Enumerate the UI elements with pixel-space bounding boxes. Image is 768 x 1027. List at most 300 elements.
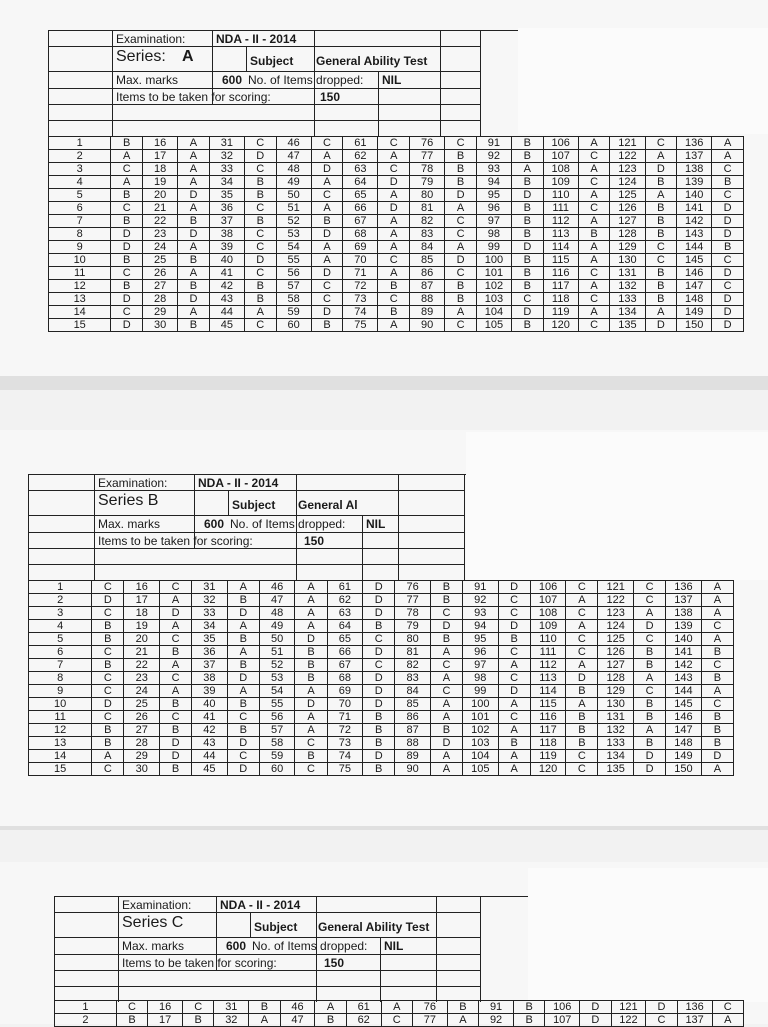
answer-cell: A [634, 607, 666, 620]
question-number-cell: 115 [530, 698, 566, 711]
question-number-cell: 107 [545, 1014, 580, 1027]
question-number-cell: 46 [276, 137, 311, 150]
table-row [29, 659, 734, 672]
answer-cell: C [311, 293, 343, 306]
answer-cell: B [445, 293, 477, 306]
answer-cell: D [566, 672, 598, 685]
answer-cell: B [378, 306, 410, 319]
max-marks-value: 600 [226, 939, 247, 953]
answer-cell: D [311, 306, 343, 319]
answer-cell: B [513, 1001, 544, 1014]
answer-cell: B [445, 163, 477, 176]
answer-cell: C [498, 594, 530, 607]
answer-cell: B [447, 1001, 478, 1014]
question-number-cell: 52 [276, 215, 311, 228]
question-number-cell: 33 [209, 163, 244, 176]
answer-cell: D [701, 750, 733, 763]
question-number-cell: 24 [124, 685, 160, 698]
question-number-cell: 130 [598, 698, 634, 711]
answer-cell: D [160, 750, 192, 763]
answer-cell: C [498, 607, 530, 620]
answer-cell: C [244, 163, 276, 176]
question-number-cell: 132 [610, 280, 645, 293]
question-number-cell: 79 [395, 620, 431, 633]
answer-cell: B [363, 724, 395, 737]
question-number-cell: 139 [666, 620, 702, 633]
question-number-cell: 26 [124, 711, 160, 724]
table-row [29, 698, 734, 711]
question-number-cell: 83 [395, 672, 431, 685]
question-number-cell: 92 [479, 1014, 514, 1027]
answer-cell: B [511, 202, 543, 215]
question-number-cell: 81 [410, 202, 445, 215]
answer-cell: B [111, 137, 143, 150]
question-number-cell: 86 [395, 711, 431, 724]
question-number-cell: 62 [343, 150, 378, 163]
answer-cell: B [183, 1014, 214, 1027]
question-number-cell: 99 [476, 241, 511, 254]
exam-label: Examination: [98, 476, 168, 490]
question-number-cell: 50 [276, 189, 311, 202]
answer-cell: D [227, 737, 259, 750]
question-number-cell: 126 [598, 646, 634, 659]
question-number-cell: 135 [598, 763, 634, 776]
question-number-cell: 48 [276, 163, 311, 176]
answer-cell: A [701, 581, 733, 594]
question-number-cell: 80 [410, 189, 445, 202]
question-number-cell: 52 [259, 659, 295, 672]
question-number-cell: 23 [143, 228, 178, 241]
answer-cell: D [227, 763, 259, 776]
answer-cell: D [363, 698, 395, 711]
series-c-sheet [0, 862, 768, 1024]
answer-cell: A [315, 1001, 346, 1014]
question-number-cell: 100 [463, 698, 499, 711]
answer-cell: C [111, 163, 143, 176]
question-number-cell: 97 [463, 659, 499, 672]
answer-cell: B [634, 711, 666, 724]
answer-cell: B [445, 280, 477, 293]
question-number-cell: 45 [209, 319, 244, 332]
table-row [29, 594, 734, 607]
question-number-cell: 78 [395, 607, 431, 620]
answer-cell: A [378, 215, 410, 228]
answer-cell: B [634, 737, 666, 750]
subject-value: General Ability Test [316, 54, 428, 68]
question-number-cell: 91 [479, 1001, 514, 1014]
max-marks-label: Max. marks [98, 517, 161, 531]
question-number-cell: 43 [209, 293, 244, 306]
question-number-cell: 73 [327, 737, 363, 750]
answer-cell: A [430, 763, 462, 776]
answer-cell: D [111, 293, 143, 306]
question-number-cell: 148 [666, 737, 702, 750]
question-number-cell: 37 [192, 659, 228, 672]
answer-cell: C [311, 137, 343, 150]
question-number-cell: 5 [49, 189, 111, 202]
question-number-cell: 51 [259, 646, 295, 659]
question-number-cell: 36 [192, 646, 228, 659]
answer-cell: B [578, 228, 610, 241]
answer-cell: D [498, 620, 530, 633]
answer-cell: C [566, 763, 598, 776]
answer-cell: B [430, 724, 462, 737]
answer-cell: C [92, 711, 124, 724]
answer-cell: D [111, 241, 143, 254]
answer-cell: B [92, 633, 124, 646]
answer-cell: A [160, 620, 192, 633]
question-number-cell: 54 [259, 685, 295, 698]
answer-cell: A [378, 267, 410, 280]
answer-cell: C [363, 633, 395, 646]
answer-cell: C [578, 202, 610, 215]
answer-cell: C [244, 267, 276, 280]
question-number-cell: 8 [49, 228, 111, 241]
question-number-cell: 40 [209, 254, 244, 267]
subject-label: Subject [254, 920, 298, 934]
answer-cell: D [712, 267, 744, 280]
table-row [49, 293, 744, 306]
scoring-value: 150 [324, 956, 345, 970]
answer-cell: C [160, 581, 192, 594]
question-number-cell: 112 [530, 659, 566, 672]
max-marks-label: Max. marks [122, 939, 185, 953]
question-number-cell: 113 [543, 228, 578, 241]
question-number-cell: 20 [124, 633, 160, 646]
question-number-cell: 118 [543, 293, 578, 306]
question-number-cell: 18 [124, 607, 160, 620]
scoring-value: 150 [320, 90, 341, 104]
answer-cell: B [295, 672, 327, 685]
answer-cell: B [430, 594, 462, 607]
answer-cell: C [445, 267, 477, 280]
answer-cell: B [116, 1014, 147, 1027]
answer-cell: C [116, 1001, 147, 1014]
answer-cell: B [92, 737, 124, 750]
answer-cell: C [578, 150, 610, 163]
answer-cell: A [178, 306, 210, 319]
answer-cell: A [430, 646, 462, 659]
answer-cell: A [378, 228, 410, 241]
answer-cell: C [566, 633, 598, 646]
answer-cell: C [430, 659, 462, 672]
question-number-cell: 12 [29, 724, 92, 737]
answer-cell: A [178, 137, 210, 150]
question-number-cell: 20 [143, 189, 178, 202]
answer-cell: A [295, 724, 327, 737]
answer-cell: D [178, 189, 210, 202]
answer-cell: D [712, 215, 744, 228]
question-number-cell: 111 [543, 202, 578, 215]
answer-cell: A [566, 620, 598, 633]
answer-cell: B [363, 620, 395, 633]
question-number-cell: 98 [463, 672, 499, 685]
answer-cell: D [363, 646, 395, 659]
question-number-cell: 54 [276, 241, 311, 254]
answer-cell: C [111, 267, 143, 280]
question-number-cell: 83 [410, 228, 445, 241]
answer-cell: A [498, 763, 530, 776]
question-number-cell: 137 [666, 594, 702, 607]
question-number-cell: 101 [463, 711, 499, 724]
answer-cell: D [227, 607, 259, 620]
answer-cell: B [311, 215, 343, 228]
answer-cell: B [634, 698, 666, 711]
question-number-cell: 137 [677, 150, 712, 163]
answer-cell: A [712, 137, 744, 150]
question-number-cell: 38 [209, 228, 244, 241]
question-number-cell: 118 [530, 737, 566, 750]
series-b-header [28, 474, 468, 580]
answer-cell: A [295, 711, 327, 724]
dropped-value: NIL [366, 517, 386, 531]
answer-cell: C [92, 607, 124, 620]
question-number-cell: 56 [276, 267, 311, 280]
answer-cell: A [311, 150, 343, 163]
answer-cell: B [311, 319, 343, 332]
answer-cell: C [498, 711, 530, 724]
table-row [49, 150, 744, 163]
question-number-cell: 98 [476, 228, 511, 241]
answer-cell: C [378, 137, 410, 150]
question-number-cell: 65 [327, 633, 363, 646]
question-number-cell: 104 [463, 750, 499, 763]
answer-cell: D [92, 698, 124, 711]
answer-cell: C [712, 163, 744, 176]
question-number-cell: 94 [463, 620, 499, 633]
question-number-cell: 105 [463, 763, 499, 776]
question-number-cell: 132 [598, 724, 634, 737]
question-number-cell: 127 [610, 215, 645, 228]
answer-cell: B [645, 228, 677, 241]
table-row [29, 724, 734, 737]
answer-cell: B [634, 659, 666, 672]
table-row [29, 737, 734, 750]
question-number-cell: 37 [209, 215, 244, 228]
question-number-cell: 12 [49, 280, 111, 293]
question-number-cell: 143 [677, 228, 712, 241]
question-number-cell: 116 [543, 267, 578, 280]
answer-cell: C [378, 163, 410, 176]
question-number-cell: 39 [192, 685, 228, 698]
answer-cell: D [363, 685, 395, 698]
question-number-cell: 21 [124, 646, 160, 659]
answer-cell: C [183, 1001, 214, 1014]
answer-cell: D [378, 202, 410, 215]
answer-cell: A [498, 659, 530, 672]
answer-cell: A [378, 241, 410, 254]
dropped-value: NIL [384, 939, 404, 953]
answer-cell: A [178, 267, 210, 280]
answer-cell: C [445, 228, 477, 241]
question-number-cell: 122 [610, 150, 645, 163]
answer-cell: A [578, 241, 610, 254]
answer-cell: D [227, 672, 259, 685]
question-number-cell: 119 [530, 750, 566, 763]
answer-cell: B [111, 215, 143, 228]
answer-cell: A [566, 659, 598, 672]
question-number-cell: 51 [276, 202, 311, 215]
series-label: Series C [122, 914, 184, 931]
question-number-cell: 35 [209, 189, 244, 202]
question-number-cell: 69 [327, 685, 363, 698]
question-number-cell: 120 [530, 763, 566, 776]
answer-cell: D [712, 202, 744, 215]
question-number-cell: 141 [677, 202, 712, 215]
question-number-cell: 124 [598, 620, 634, 633]
answer-cell: A [178, 202, 210, 215]
answer-cell: D [363, 607, 395, 620]
question-number-cell: 106 [545, 1001, 580, 1014]
answer-cell: D [295, 633, 327, 646]
question-number-cell: 80 [395, 633, 431, 646]
answer-cell: C [566, 581, 598, 594]
table-row [49, 176, 744, 189]
question-number-cell: 57 [276, 280, 311, 293]
exam-value: NDA - II - 2014 [198, 476, 279, 490]
answer-cell: A [645, 150, 677, 163]
question-number-cell: 148 [677, 293, 712, 306]
answer-cell: B [92, 620, 124, 633]
table-row [29, 672, 734, 685]
question-number-cell: 104 [476, 306, 511, 319]
question-number-cell: 31 [214, 1001, 249, 1014]
answer-cell: C [363, 659, 395, 672]
question-number-cell: 147 [666, 724, 702, 737]
table-row [49, 280, 744, 293]
question-number-cell: 22 [143, 215, 178, 228]
answer-cell: B [111, 254, 143, 267]
answer-cell: D [498, 685, 530, 698]
question-number-cell: 92 [463, 594, 499, 607]
answer-cell: B [701, 724, 733, 737]
answer-cell: D [295, 698, 327, 711]
subject-label: Subject [232, 498, 276, 512]
table-row [29, 646, 734, 659]
question-number-cell: 128 [598, 672, 634, 685]
question-number-cell: 144 [677, 241, 712, 254]
answer-cell: B [160, 698, 192, 711]
answer-cell: A [634, 672, 666, 685]
question-number-cell: 96 [463, 646, 499, 659]
question-number-cell: 119 [543, 306, 578, 319]
question-number-cell: 18 [143, 163, 178, 176]
question-number-cell: 105 [476, 319, 511, 332]
question-number-cell: 4 [49, 176, 111, 189]
question-number-cell: 134 [610, 306, 645, 319]
answer-cell: B [701, 711, 733, 724]
exam-value: NDA - II - 2014 [216, 32, 297, 46]
question-number-cell: 4 [29, 620, 92, 633]
question-number-cell: 76 [412, 1001, 447, 1014]
table-row [29, 581, 734, 594]
answer-cell: A [578, 280, 610, 293]
answer-cell: C [498, 672, 530, 685]
question-number-cell: 88 [395, 737, 431, 750]
question-number-cell: 72 [343, 280, 378, 293]
answer-cell: D [160, 607, 192, 620]
question-number-cell: 110 [530, 633, 566, 646]
answer-cell: C [311, 280, 343, 293]
question-number-cell: 76 [410, 137, 445, 150]
question-number-cell: 91 [476, 137, 511, 150]
answer-cell: D [646, 1001, 677, 1014]
question-number-cell: 67 [327, 659, 363, 672]
question-number-cell: 97 [476, 215, 511, 228]
question-number-cell: 55 [276, 254, 311, 267]
answer-cell: A [227, 685, 259, 698]
question-number-cell: 17 [148, 1014, 183, 1027]
answer-cell: C [244, 202, 276, 215]
question-number-cell: 13 [29, 737, 92, 750]
answer-cell: B [566, 685, 598, 698]
answer-cell: A [430, 698, 462, 711]
answer-cell: A [578, 163, 610, 176]
answer-cell: C [244, 137, 276, 150]
answer-cell: D [634, 620, 666, 633]
answer-cell: B [111, 189, 143, 202]
table-row [49, 137, 744, 150]
answer-cell: B [498, 737, 530, 750]
question-number-cell: 2 [49, 150, 111, 163]
answer-cell: B [363, 763, 395, 776]
answer-cell: B [701, 646, 733, 659]
question-number-cell: 63 [327, 607, 363, 620]
series-label: Series: [116, 48, 166, 65]
question-number-cell: 139 [677, 176, 712, 189]
question-number-cell: 76 [395, 581, 431, 594]
answer-cell: A [712, 150, 744, 163]
answer-cell: B [701, 737, 733, 750]
question-number-cell: 19 [124, 620, 160, 633]
answer-cell: D [363, 594, 395, 607]
question-number-cell: 73 [343, 293, 378, 306]
question-number-cell: 62 [327, 594, 363, 607]
answer-cell: B [363, 737, 395, 750]
question-number-cell: 114 [530, 685, 566, 698]
question-number-cell: 21 [143, 202, 178, 215]
question-number-cell: 50 [259, 633, 295, 646]
exam-value: NDA - II - 2014 [220, 898, 301, 912]
answer-cell: C [566, 646, 598, 659]
answer-cell: C [160, 633, 192, 646]
answer-cell: A [160, 685, 192, 698]
question-number-cell: 3 [49, 163, 111, 176]
question-number-cell: 30 [124, 763, 160, 776]
answer-cell: A [295, 594, 327, 607]
answer-cell: A [645, 189, 677, 202]
series-label: Series B [98, 492, 159, 509]
table-row [49, 241, 744, 254]
question-number-cell: 58 [259, 737, 295, 750]
answer-cell: A [92, 750, 124, 763]
scoring-value: 150 [304, 534, 325, 548]
question-number-cell: 40 [192, 698, 228, 711]
question-number-cell: 94 [476, 176, 511, 189]
answer-cell: C [498, 646, 530, 659]
question-number-cell: 92 [476, 150, 511, 163]
question-number-cell: 149 [666, 750, 702, 763]
answer-cell: B [445, 176, 477, 189]
answer-cell: A [701, 607, 733, 620]
question-number-cell: 16 [143, 137, 178, 150]
answer-cell: C [244, 228, 276, 241]
table-row [49, 228, 744, 241]
answer-cell: B [645, 215, 677, 228]
answer-cell: C [92, 672, 124, 685]
question-number-cell: 9 [29, 685, 92, 698]
answer-cell: B [160, 646, 192, 659]
